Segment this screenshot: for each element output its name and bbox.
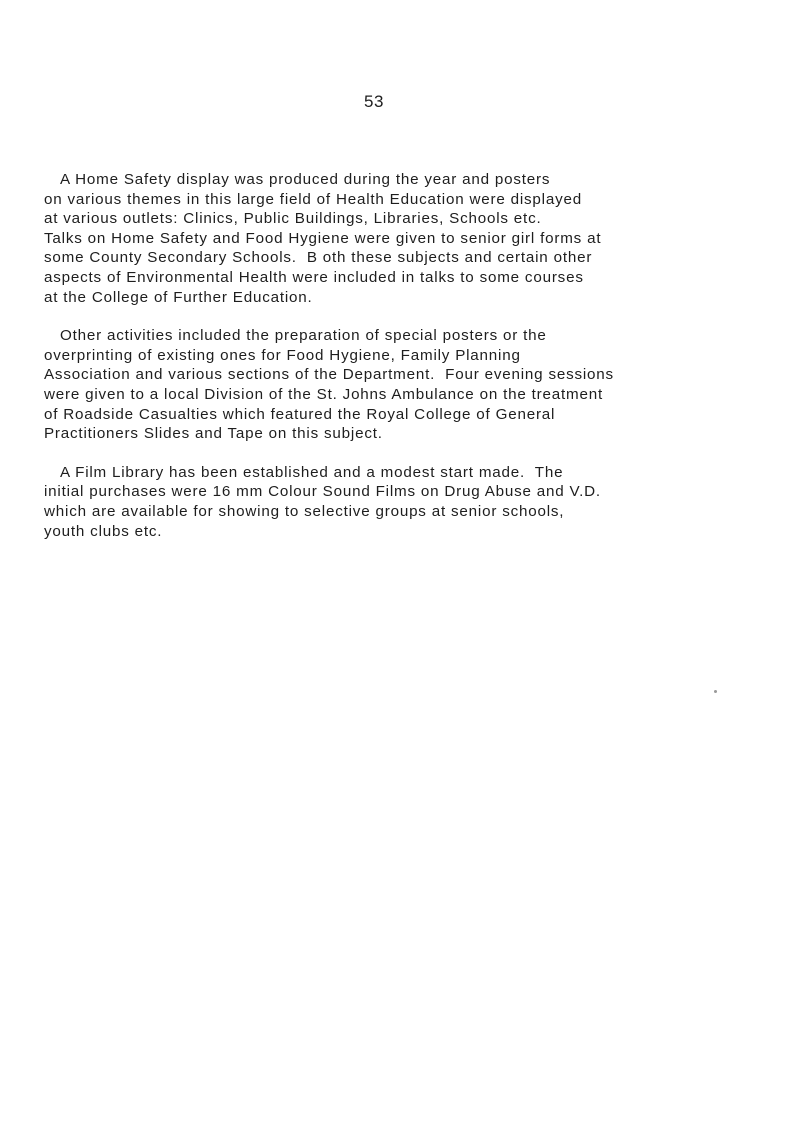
text-line: Talks on Home Safety and Food Hygiene were given to senior girl forms at	[44, 229, 602, 247]
text-line: youth clubs etc.	[44, 522, 163, 540]
text-line: A Film Library has been established and a modest start made. The	[60, 463, 564, 481]
paragraph-home-safety	[44, 170, 784, 307]
document-body	[44, 170, 784, 541]
text-line: Other activities included the preparation of special posters or the	[60, 327, 547, 345]
page-number: 53	[364, 92, 384, 111]
text-line: some County Secondary Schools. B oth these subjects and certain other	[44, 249, 593, 267]
text-line: overprinting of existing ones for Food Hygiene, Family Planning	[44, 346, 521, 364]
text-line: which are available for showing to selective groups at senior schools,	[44, 502, 565, 520]
text-line: Association and various sections of the Department. Four evening sessions	[44, 366, 614, 384]
text-line: Practitioners Slides and Tape on this subject.	[44, 425, 383, 443]
text-line: of Roadside Casualties which featured the Royal College of General	[44, 405, 556, 423]
text-line: initial purchases were 16 mm Colour Sound Films on Drug Abuse and V.D.	[44, 483, 601, 501]
paragraph-film-library	[44, 463, 784, 541]
text-line: A Home Safety display was produced during the year and posters	[60, 171, 551, 188]
text-line: were given to a local Division of the St. Johns Ambulance on the treatment	[44, 385, 603, 403]
text-line: at various outlets: Clinics, Public Buildings, Libraries, Schools etc.	[44, 210, 542, 228]
text-line: aspects of Environmental Health were included in talks to some courses	[44, 268, 584, 286]
scan-speck	[714, 690, 717, 693]
text-line: on various themes in this large field of Health Education were displayed	[44, 190, 582, 208]
paragraph-other-activities	[44, 326, 784, 444]
text-line: at the College of Further Education.	[44, 288, 313, 306]
